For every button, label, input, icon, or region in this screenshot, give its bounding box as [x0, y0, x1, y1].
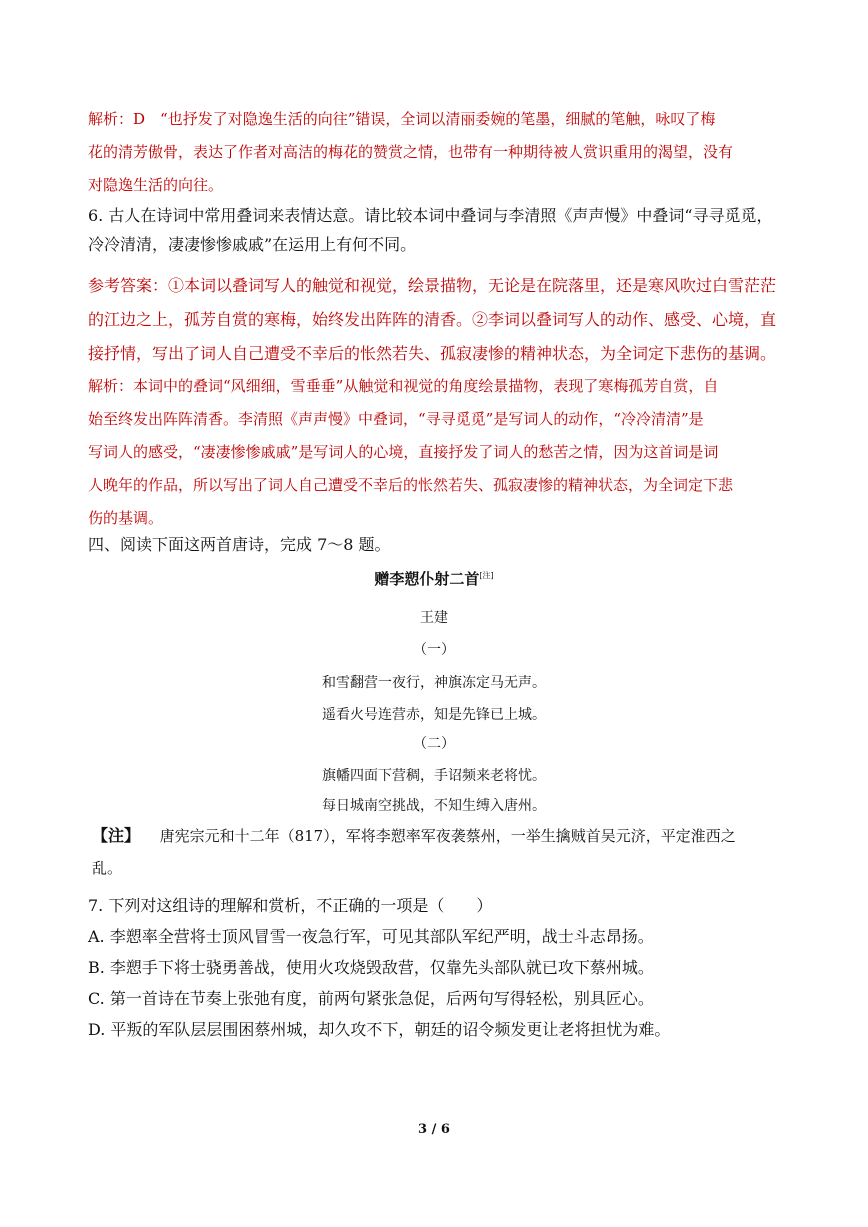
poem-part1-label: （一） [413, 642, 455, 658]
poem-note-text-cont: 乱。 [92, 859, 123, 877]
section-4-heading: 四、阅读下面这两首唐诗，完成 7～8 题。 [88, 535, 391, 554]
answer-q6-line: 的江边之上，孤芳自赏的寒梅，始终发出阵阵的清香。②李词以叠词写人的动作、感受、心境，直 [88, 310, 777, 329]
poem-line: 旗幡四面下营稠，手诏频来老将忧。 [322, 768, 546, 784]
poem-title [0, 568, 868, 589]
poem-part2-label: （二） [413, 736, 455, 752]
question-6-line: 6. 古人在诗词中常用叠词来表情达意。请比较本词中叠词与李清照《声声慢》中叠词“寻寻觅觅， [88, 206, 773, 225]
question-7-stem: 7. 下列对这组诗的理解和赏析，不正确的一项是（ ） [88, 896, 493, 915]
question-7-option-d: D. 平叛的军队层层围困蔡州城，却久攻不下，朝廷的诏令频发更让老将担忧为难。 [88, 1020, 671, 1039]
poem-title-note-mark: [注] [479, 571, 494, 580]
answer-q6-line: 参考答案：①本词以叠词写人的触觉和视觉，绘景描物，无论是在院落里，还是寒风吹过白雪茫茫 [88, 276, 777, 295]
question-7-option-c: C. 第一首诗在节奏上张弛有度，前两句紧张急促，后两句写得轻松，别具匠心。 [88, 989, 654, 1008]
poem-line: 遥看火号连营赤，知是先锋已上城。 [322, 707, 546, 723]
analysis-q6-line: 人晚年的作品，所以写出了词人自己遭受不幸后的怅然若失、孤寂凄惨的精神状态，为全词定下悲 [88, 476, 734, 494]
poem-line: 每日城南空挑战，不知生缚入唐州。 [322, 798, 546, 814]
question-6-line: 冷冷清清，凄凄惨惨戚戚”在运用上有何不同。 [88, 235, 417, 254]
question-7 [88, 890, 778, 1045]
analysis-q5-line: 花的清芳傲骨，表达了作者对高洁的梅花的赞赏之情，也带有一种期待被人赏识重用的渴望，没有 [88, 143, 734, 161]
question-6 [88, 201, 778, 259]
poem-note-label: 【注】 [92, 826, 141, 845]
analysis-q6-line: 伤的基调。 [88, 509, 164, 527]
question-7-option-b: B. 李愬手下将士骁勇善战，使用火攻烧毁敌营，仅靠先头部队就已攻下蔡州城。 [88, 958, 654, 977]
poem-line: 和雪翻营一夜行，神旗冻定马无声。 [322, 675, 546, 691]
analysis-q5-line: 对隐逸生活的向往。 [88, 176, 224, 194]
poem-note [92, 820, 782, 884]
poem-note-text: 唐宪宗元和十二年（817），军将李愬率军夜袭蔡州，一举生擒贼首吴元济，平定淮西之 [159, 827, 736, 845]
poem-author: 王建 [420, 610, 448, 626]
answer-q6 [88, 269, 778, 371]
analysis-q5 [88, 103, 778, 202]
analysis-q6-line: 始至终发出阵阵清香。李清照《声声慢》中叠词，“寻寻觅觅”是写词人的动作，“冷冷清清”是 [88, 410, 704, 428]
analysis-q5-line: 解析：D “也抒发了对隐逸生活的向往”错误，全词以清丽委婉的笔墨，细腻的笔触，咏叹了梅 [88, 110, 716, 128]
answer-q6-line: 接抒情，写出了词人自己遭受不幸后的怅然若失、孤寂凄惨的精神状态，为全词定下悲伤的基调。 [88, 344, 777, 363]
page-number: 3 / 6 [418, 1122, 450, 1137]
analysis-q6-line: 解析：本词中的叠词“风细细，雪垂垂”从触觉和视觉的角度绘景描物，表现了寒梅孤芳自赏，自 [88, 377, 719, 395]
analysis-q6 [88, 370, 778, 535]
analysis-q6-line: 写词人的感受，“凄凄惨惨戚戚”是写词人的心境，直接抒发了词人的愁苦之情，因为这首词是词 [88, 443, 719, 461]
question-7-option-a: A. 李愬率全营将士顶风冒雪一夜急行军，可见其部队军纪严明，战士斗志昂扬。 [88, 927, 654, 946]
poem-title-text: 赠李愬仆射二首 [374, 570, 480, 588]
